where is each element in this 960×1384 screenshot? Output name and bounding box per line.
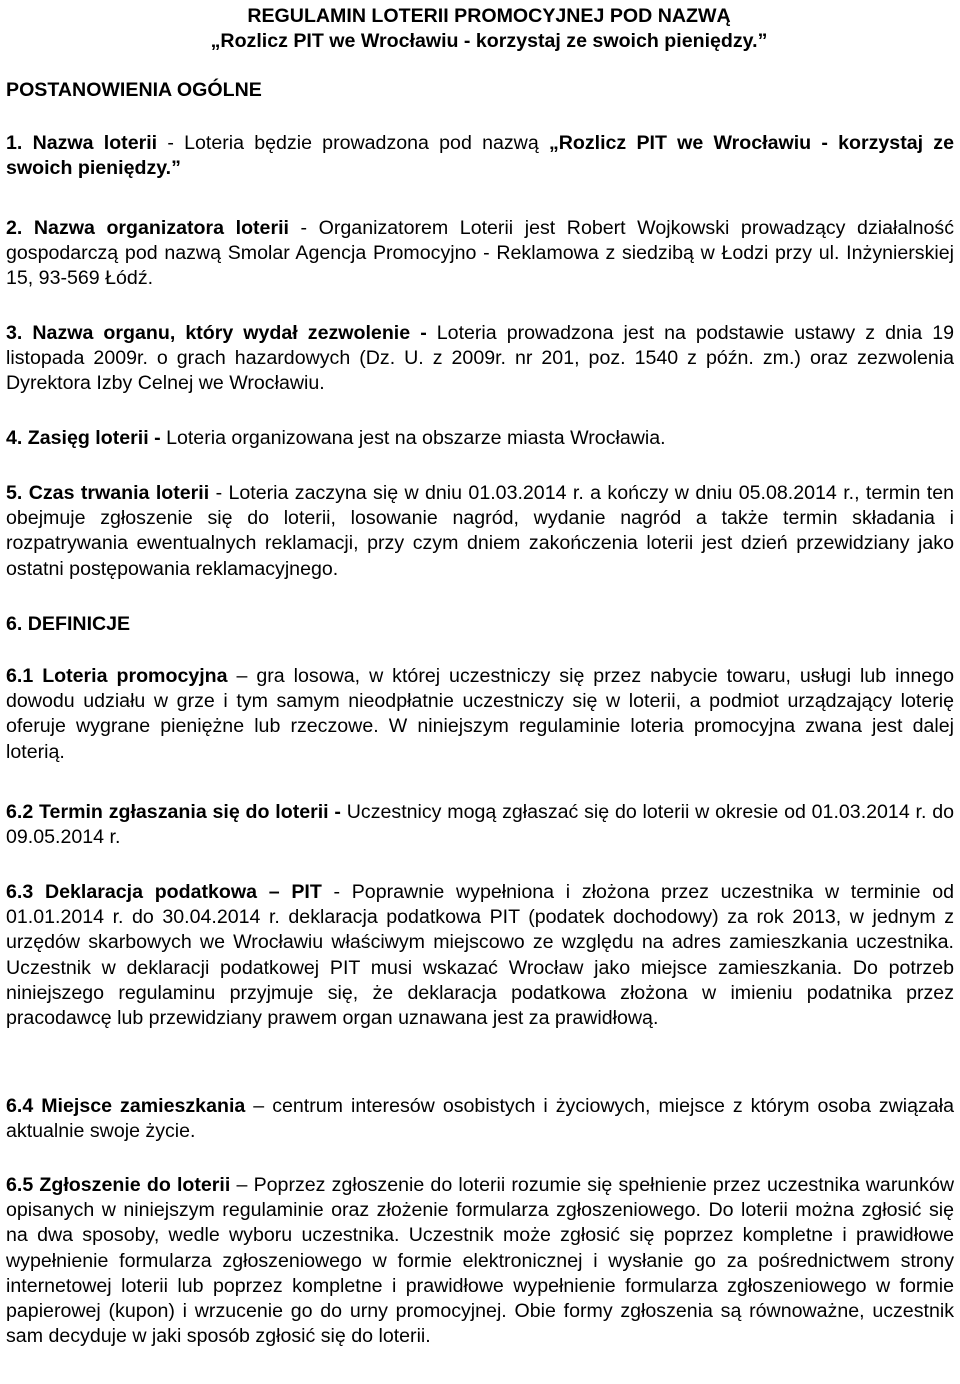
definition-6-4-label: 6.4 Miejsce zamieszkania <box>6 1095 246 1117</box>
section-5-label: 5. Czas trwania loterii <box>6 482 210 504</box>
definition-6-4 <box>6 1094 954 1144</box>
definition-6-5-label: 6.5 Zgłoszenie do loterii <box>6 1174 231 1196</box>
title-line-1: REGULAMIN LOTERII PROMOCYJNEJ POD NAZWĄ <box>247 5 731 27</box>
section-3-label: 3. Nazwa organu, który wydał zezwolenie - <box>6 322 427 344</box>
section-4 <box>6 426 954 451</box>
section-2-label: 2. Nazwa organizatora loterii <box>6 217 289 239</box>
section-4-label: 4. Zasięg loterii - <box>6 427 161 449</box>
definition-6-2-label: 6.2 Termin zgłaszania się do loterii - <box>6 801 341 823</box>
definition-6-3-text: - Poprawnie wypełniona i złożona przez uczestnika w terminie od 01.01.2014 r. do 30.04.2014 r. deklaracja podatkowa PIT (podatek dochodowy) za rok 2013, w jednym z urzędów skarbowych we Wrocławiu właściwym miejscowo ze względu na adres zamieszkania uczestnika. Uczestnik w deklaracji podatkowej PIT musi wskazać Wrocław jako miejsce zamieszkania. Do potrzeb niniejszego regulaminu przyjmuje się, że deklaracja podatkowa złożona w imieniu podatnika przez pracodawcę lub przewidziany prawem organ uznawana jest za prawidłową. <box>6 881 954 1030</box>
definition-6-5-text: – Poprzez zgłoszenie do loterii rozumie się spełnienie przez uczestnika warunków opisanych w niniejszym regulaminie oraz złożenie formularza zgłoszeniowego. Do loterii można zgłosić się na dwa sposoby, wedle wyboru uczestnika. Uczestnik może zgłosić się poprzez kompletne i prawidłowe wypełnienie formularza zgłoszeniowego w formie elektronicznej i wysłanie go za pośrednictwem strony internetowej loterii lub poprzez kompletne i prawidłowe wypełnienie formularza zgłoszeniowego w formie papierowej (kupon) i wrzucenie go do urny promocyjnej. Obie formy zgłoszenia są równoważne, uczestnik sam decyduje w jaki sposób zgłosić się do loterii. <box>6 1174 954 1348</box>
definition-6-1 <box>6 664 954 765</box>
section-6-heading: 6. DEFINICJE <box>6 613 131 635</box>
title-line-2: „Rozlicz PIT we Wrocławiu - korzystaj ze swoich pieniędzy.” <box>210 29 768 52</box>
section-1-label: 1. Nazwa loterii <box>6 132 158 154</box>
definition-6-3 <box>6 880 954 1031</box>
definition-6-3-label: 6.3 Deklaracja podatkowa – PIT <box>6 881 322 903</box>
section-5-text: - Loteria zaczyna się w dniu 01.03.2014 r. a kończy w dniu 05.08.2014 r., termin ten obejmuje zgłoszenie się do loterii, losowanie nagród, wydanie nagród a także termin składania i rozpatrywania ewentualnych reklamacji, przy czym dniem zakończenia loterii jest dzień przewidziany jako ostatni postępowania reklamacyjnego. <box>6 482 954 580</box>
section-5 <box>6 481 954 582</box>
section-2-text: - Organizatorem Loterii jest Robert Wojkowski prowadzący działalność gospodarczą pod nazwą Smolar Agencja Promocyjno - Reklamowa z siedzibą w Łodzi przy ul. Inżynierskiej 15, 93-569 Łódź. <box>6 217 954 290</box>
section-1 <box>6 131 954 181</box>
lottery-name-a: „Rozlicz PIT we Wrocławiu - <box>548 132 828 154</box>
definition-6-2 <box>6 800 954 850</box>
section-4-text: Loteria organizowana jest na obszarze miasta Wrocławia. <box>160 427 666 449</box>
definition-6-2-text: Uczestnicy mogą zgłaszać się do loterii w okresie od 01.03.2014 r. do 09.05.2014 r. <box>6 801 955 849</box>
definition-6-5 <box>6 1173 954 1349</box>
lottery-name-b: korzystaj ze swoich pieniędzy.” <box>6 132 954 180</box>
section-3 <box>6 321 954 397</box>
definition-6-1-label: 6.1 Loteria promocyjna <box>6 665 228 687</box>
section-1-text: - Loteria będzie prowadzona pod nazwą <box>157 132 549 154</box>
definition-6-1-text: – gra losowa, w której uczestniczy się przez nabycie towaru, usługi lub innego dowodu udziału w grze i tym samym nieodpłatnie uczestniczy się w loterii, a podmiot urządzający loterię oferuje wygrane pieniężne lub rzeczowe. W niniejszym regulaminie loteria promocyjna zwana jest dalej loterią. <box>6 665 955 763</box>
section-3-text: Loteria prowadzona jest na podstawie ustawy z dnia 19 listopada 2009r. o grach hazardowych (Dz. U. z 2009r. nr 201, poz. 1540 z późn. zm.) oraz zezwolenia Dyrektora Izby Celnej we Wrocławiu. <box>6 322 954 395</box>
definition-6-4-text: – centrum interesów osobistych i życiowych, miejsce z którym osoba związała aktualnie swoje życie. <box>6 1095 954 1143</box>
section-2 <box>6 216 954 292</box>
document-title <box>6 2 954 53</box>
general-provisions-heading: POSTANOWIENIA OGÓLNE <box>6 79 262 101</box>
